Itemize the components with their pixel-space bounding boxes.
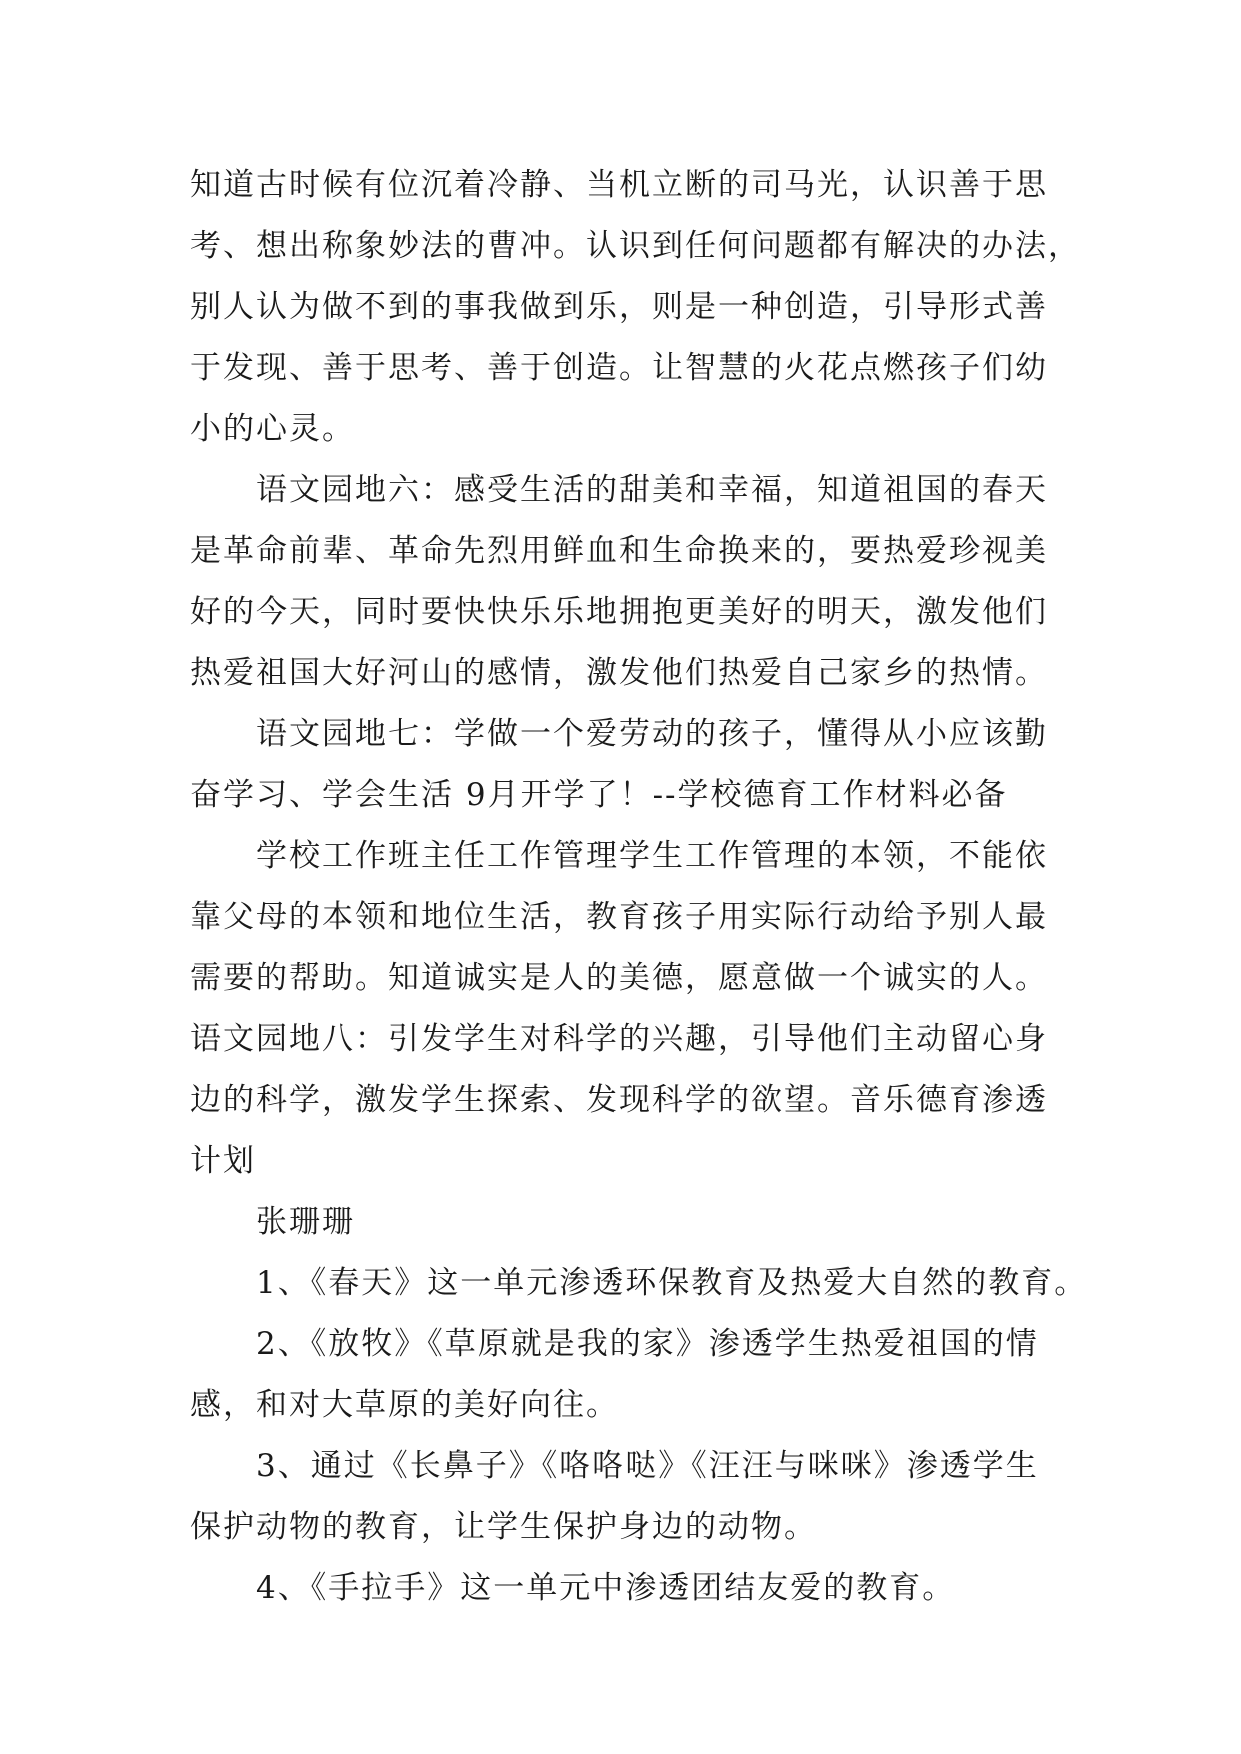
text-line: 靠父母的本领和地位生活，教育孩子用实际行动给予别人最	[190, 899, 1048, 935]
list-item: 3、通过《长鼻子》《咯咯哒》《汪汪与咪咪》渗透学生	[256, 1448, 1039, 1484]
text-line-section-six: 语文园地六：感受生活的甜美和幸福，知道祖国的春天	[256, 472, 1048, 508]
text-line: 于发现、善于思考、善于创造。让智慧的火花点燃孩子们幼	[190, 350, 1048, 386]
text-line: 保护动物的教育，让学生保护身边的动物。	[190, 1509, 817, 1545]
text-line: 小的心灵。	[190, 411, 355, 447]
text-line: 感，和对大草原的美好向往。	[190, 1387, 619, 1423]
text-line: 热爱祖国大好河山的感情，激发他们热爱自己家乡的热情。	[190, 655, 1048, 691]
text-line: 奋学习、学会生活 9月开学了！--学校德育工作材料必备	[190, 777, 1008, 813]
document-body	[190, 155, 1088, 1619]
text-line: 学校工作班主任工作管理学生工作管理的本领，不能依	[256, 838, 1048, 874]
text-line: 知道古时候有位沉着冷静、当机立断的司马光，认识善于思	[190, 167, 1048, 203]
list-item: 1、《春天》这一单元渗透环保教育及热爱大自然的教育。	[256, 1265, 1088, 1301]
author-name: 张珊珊	[256, 1204, 355, 1240]
text-line: 边的科学，激发学生探索、发现科学的欲望。音乐德育渗透	[190, 1082, 1048, 1118]
text-line-section-eight: 语文园地八：引发学生对科学的兴趣，引导他们主动留心身	[190, 1021, 1048, 1057]
text-line: 计划	[190, 1143, 256, 1179]
text-line: 是革命前辈、革命先烈用鲜血和生命换来的，要热爱珍视美	[190, 533, 1048, 569]
list-item: 2、《放牧》《草原就是我的家》渗透学生热爱祖国的情	[256, 1326, 1039, 1362]
text-line-section-seven: 语文园地七：学做一个爱劳动的孩子，懂得从小应该勤	[256, 716, 1048, 752]
text-line: 需要的帮助。知道诚实是人的美德，愿意做一个诚实的人。	[190, 960, 1048, 996]
text-line: 别人认为做不到的事我做到乐，则是一种创造，引导形式善	[190, 289, 1048, 325]
list-item: 4、《手拉手》这一单元中渗透团结友爱的教育。	[256, 1570, 956, 1606]
text-line: 考、想出称象妙法的曹冲。认识到任何问题都有解决的办法，	[190, 228, 1081, 264]
text-line: 好的今天，同时要快快乐乐地拥抱更美好的明天，激发他们	[190, 594, 1048, 630]
